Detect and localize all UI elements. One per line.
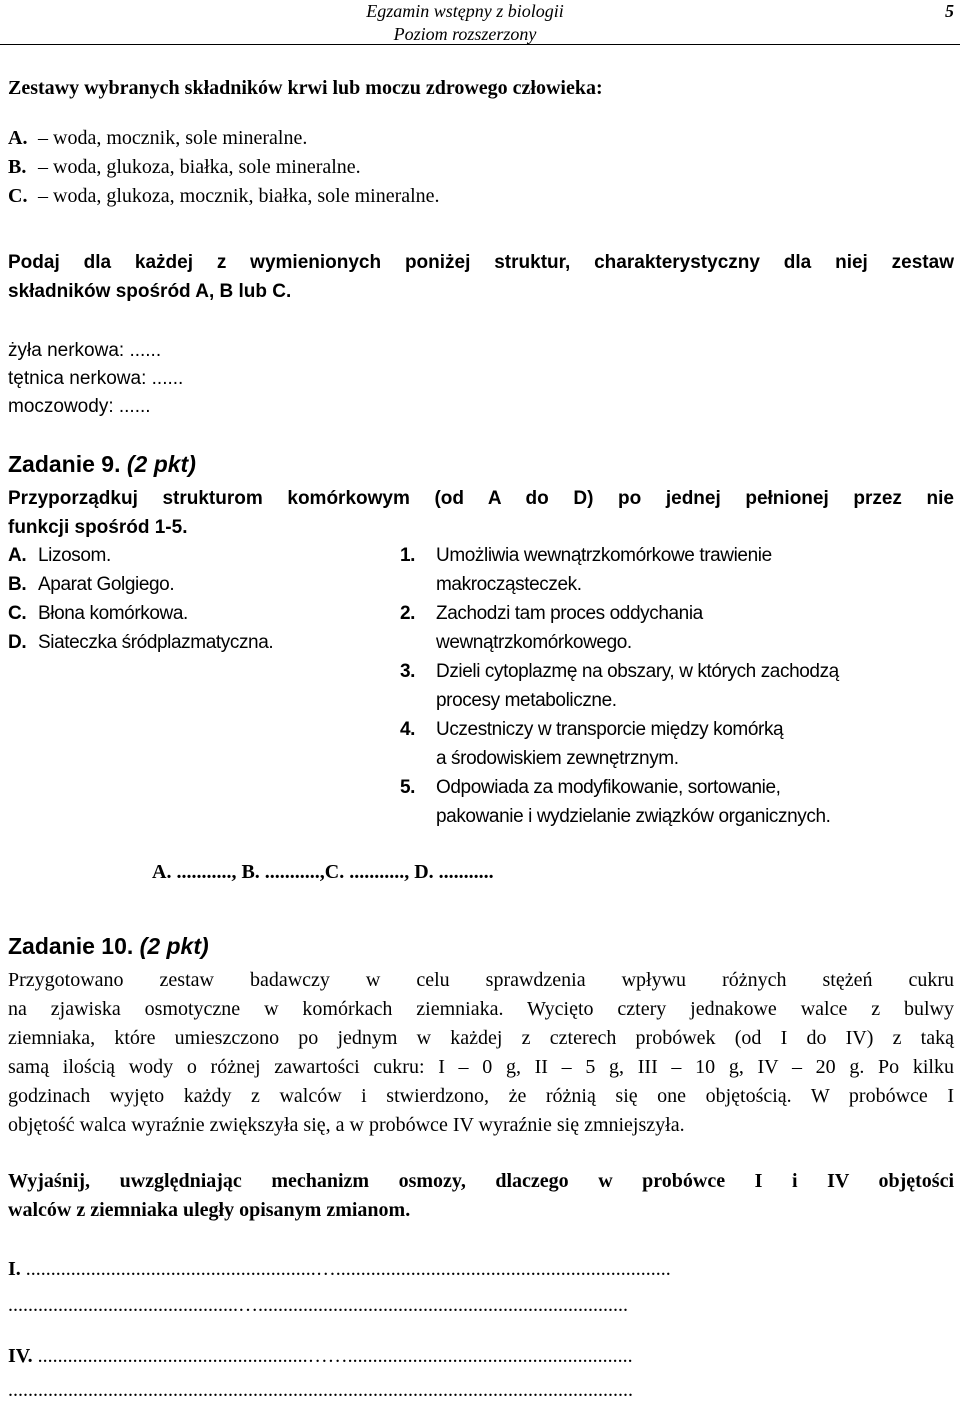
task9-heading [8,450,196,479]
structure-b [8,570,174,599]
structure-c [8,599,188,628]
task9-instruction-line1: Przyporządkuj strukturom komórkowym (od A do D) po jednej pełnionej przez nie [8,488,954,509]
function-number: 3. [400,661,416,682]
answer-tube-iv[interactable]: IV. ......................................................……......................................................... [8,1345,633,1367]
structure-text: Błona komórkowa. [38,603,188,624]
function-number: 5. [400,777,416,798]
function-1-line1: Umożliwia wewnątrzkomórkowe trawienie [436,545,772,566]
task8-instruction-line1: Podaj dla każdej z wymienionych poniżej struktur, charakterystyczny dla niej zestaw [8,252,954,273]
task9-points: (2 pkt) [126,451,196,477]
task10-paragraph-line: ziemniaka, które umieszczono po jednym w każdej z czterech probówek (od I do IV) z taką [8,1027,954,1049]
exam-title: Egzamin wstępny z biologii [366,1,564,21]
task10-paragraph-line: samą ilością wody o różnej zawartości cukru: I – 0 g, II – 5 g, III – 10 g, IV – 20 g. Po kilku [8,1056,954,1078]
set-a [8,124,307,153]
function-3-line2: procesy metaboliczne. [436,690,617,711]
page-number: 5 [945,1,954,21]
task10-title: Zadanie 10. [8,933,134,959]
set-label: A. [8,127,28,149]
function-1-line2: makrocząsteczek. [436,574,582,595]
task10-question-line2: walców z ziemniaka uległy opisanym zmianom. [8,1199,411,1221]
set-c [8,182,440,211]
function-number: 4. [400,719,416,740]
structure-label: A. [8,545,27,566]
structure-text: Siateczka śródplazmatyczna. [38,632,274,653]
function-5-line1: Odpowiada za modyfikowanie, sortowanie, [436,777,781,798]
set-text: – woda, glukoza, mocznik, białka, sole mineralne. [38,185,440,207]
structure-label: D. [8,632,27,653]
task10-heading [8,932,209,961]
function-2-line2: wewnątrzkomórkowego. [436,632,632,653]
task8-instruction-line2: składników spośród A, B lub C. [8,281,292,302]
function-4-line2: a środowiskiem zewnętrznym. [436,748,679,769]
structure-d [8,628,273,657]
structure-label: B. [8,574,27,595]
answer-tube-i[interactable]: I. ..........................................................…................................................................... [8,1258,671,1280]
set-label: B. [8,156,27,178]
function-4-line1: Uczestniczy w transporcie między komórką [436,719,784,740]
set-text: – woda, mocznik, sole mineralne. [38,127,308,149]
task10-paragraph-line: na zjawiska osmotyczne w komórkach ziemniaka. Wycięto cztery jednakowe walce z bulwy [8,998,954,1020]
task10-paragraph-line: godzinach wyjęto każdy z walców i stwierdzono, że różnią się one objętością. W probówce I [8,1085,954,1107]
answer-ureters: moczowody: ...... [8,396,151,417]
structure-text: Aparat Golgiego. [38,574,175,595]
structure-label: C. [8,603,27,624]
function-2-line1: Zachodzi tam proces oddychania [436,603,703,624]
header-divider [0,44,960,45]
page-header [0,0,960,46]
function-number: 1. [400,545,416,566]
task9-answer-line[interactable]: A. ..........., B. ...........,C. ..........., D. ........... [152,861,494,883]
task8-intro: Zestawy wybranych składników krwi lub moczu zdrowego człowieka: [8,77,603,99]
set-text: – woda, glukoza, białka, sole mineralne. [38,156,361,178]
exam-level: Poziom rozszerzony [393,24,537,44]
task9-title: Zadanie 9. [8,451,121,477]
structure-text: Lizosom. [38,545,111,566]
function-3-line1: Dzieli cytoplazmę na obszary, w których zachodzą [436,661,839,682]
function-number: 2. [400,603,416,624]
answer-dots-line[interactable]: ............................................................................................................................. [8,1379,633,1401]
set-b [8,153,361,182]
function-5-line2: pakowanie i wydzielanie związków organicznych. [436,806,831,827]
answer-renal-vein: żyła nerkowa: ...... [8,340,162,361]
answer-renal-artery: tętnica nerkowa: ...... [8,368,184,389]
task9-instruction-line2: funkcji spośród 1-5. [8,517,188,538]
answer-dots-line[interactable]: ..............................................….......................................................................... [8,1294,628,1316]
task10-paragraph-line: Przygotowano zestaw badawczy w celu sprawdzenia wpływu różnych stężeń cukru [8,969,954,991]
structure-a [8,541,111,570]
set-label: C. [8,185,28,207]
task10-paragraph-line: objętość walca wyraźnie zwiększyła się, a w probówce IV wyraźnie się zmniejszyła. [8,1114,685,1136]
task10-points: (2 pkt) [139,933,209,959]
task10-question-line1: Wyjaśnij, uwzględniając mechanizm osmozy, dlaczego w probówce I i IV objętości [8,1170,954,1192]
